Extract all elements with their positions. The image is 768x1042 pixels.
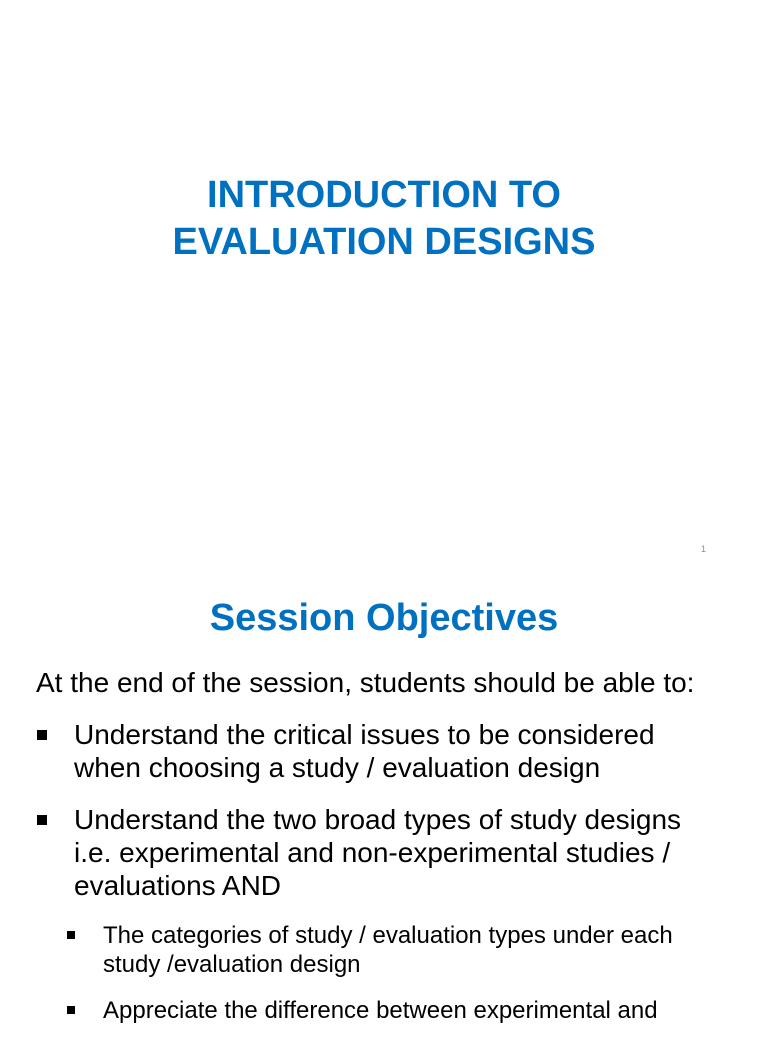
slide-number: 1 <box>701 544 707 554</box>
slide-2 <box>0 572 768 1024</box>
bullet-item <box>0 803 768 902</box>
square-bullet-icon <box>37 730 47 740</box>
intro-text: At the end of the session, students should be able to: <box>36 667 695 698</box>
bullet-line: Appreciate the difference between experimental and <box>103 997 658 1024</box>
title-line-2: EVALUATION DESIGNS <box>172 221 596 263</box>
bullet-line: when choosing a study / evaluation design <box>74 752 601 783</box>
bullet-item <box>0 718 768 784</box>
objectives-list <box>0 718 768 1042</box>
bullet-line: Understand the two broad types of study designs <box>74 804 682 835</box>
title-line-1: INTRODUCTION TO <box>207 174 561 216</box>
sub-bullet-item <box>0 921 768 979</box>
sub-bullet-item <box>0 996 768 1025</box>
bullet-line: study /evaluation design <box>103 951 361 978</box>
bullet-line: The categories of study / evaluation types under each <box>103 922 673 949</box>
square-bullet-icon <box>67 931 75 939</box>
slide-title <box>0 172 768 266</box>
bullet-line: evaluations AND <box>74 870 282 901</box>
square-bullet-icon <box>67 1006 75 1014</box>
bullet-line: Understand the critical issues to be considered <box>74 719 655 750</box>
objectives-title: Session Objectives <box>209 597 559 639</box>
bullet-line: i.e. experimental and non-experimental studies / <box>74 837 671 868</box>
square-bullet-icon <box>37 815 47 825</box>
